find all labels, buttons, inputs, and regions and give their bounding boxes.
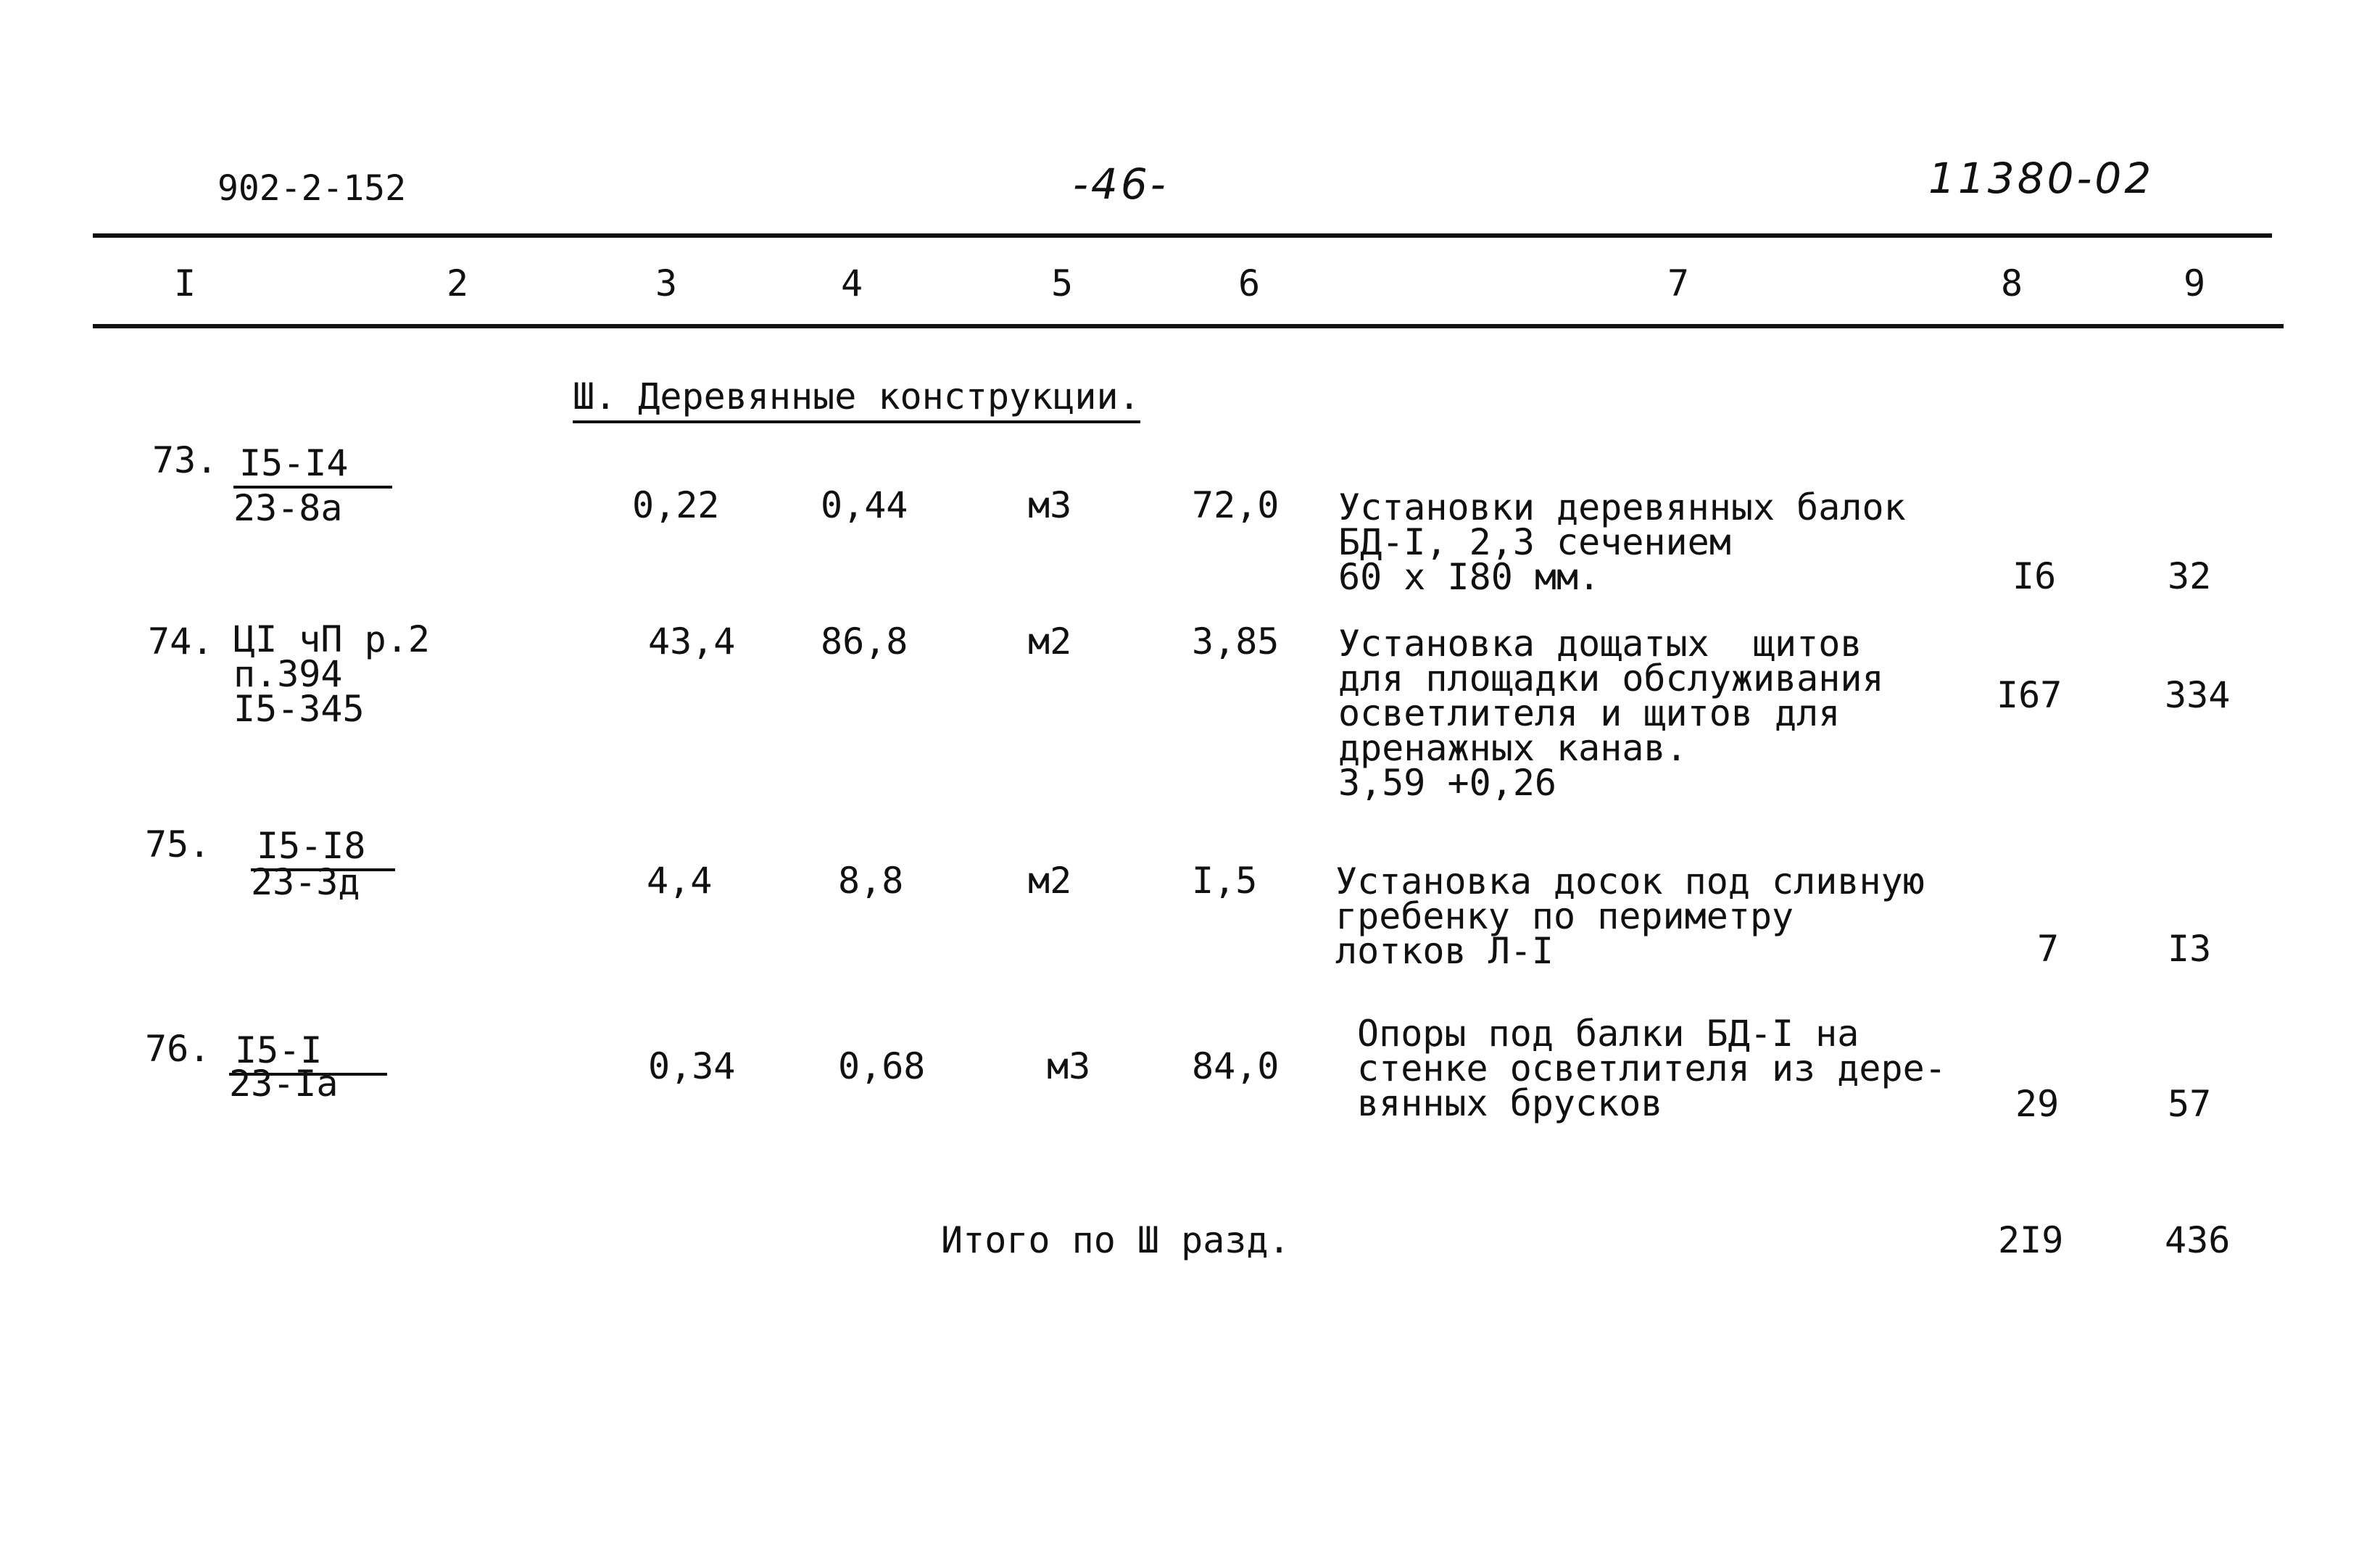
description-line: 3,59 +0,26 <box>1338 762 1557 804</box>
description-line: для площадки обслуживания <box>1338 657 1884 699</box>
row-number: 75. <box>145 823 211 865</box>
total-quantity-cell: 0,44 <box>821 484 908 526</box>
column-number-6: 6 <box>1238 262 1261 304</box>
total-cost-cell: 32 <box>2168 555 2212 597</box>
column-number-4: 4 <box>841 262 863 304</box>
norm-code-numerator: I5-I4 <box>233 442 392 489</box>
total-cost-sum: 2I9 <box>1998 1219 2064 1261</box>
norm-code-line: ЦI чП р.2 <box>233 618 430 660</box>
cost-cell: 7 <box>2037 928 2060 970</box>
description-line: вянных брусков <box>1357 1082 1663 1124</box>
row-number: 76. <box>145 1028 211 1070</box>
total-quantity-cell: 86,8 <box>821 620 908 663</box>
page-number: -46- <box>1073 159 1169 209</box>
unit-cell: м3 <box>1028 484 1072 526</box>
column-number-3: 3 <box>655 262 678 304</box>
description-line: 60 х I80 мм. <box>1338 556 1601 598</box>
description-cell <box>1338 486 1906 598</box>
norm-code-denominator: 23-8а <box>233 487 343 529</box>
total-label: Итого по Ш разд. <box>941 1219 1290 1261</box>
section-title: Ш. Деревянные конструкции. <box>573 375 1140 423</box>
unit-price-cell: 84,0 <box>1192 1045 1280 1087</box>
cost-cell: I6 <box>2012 555 2057 597</box>
description-cell <box>1357 1013 1946 1124</box>
inventory-number: 11380-02 <box>1928 154 2155 203</box>
description-line: осветлителя и щитов для <box>1338 692 1841 734</box>
column-number-1: I <box>174 262 196 304</box>
description-line: Установка досок под сливную <box>1335 860 1925 902</box>
column-number-9: 9 <box>2184 262 2206 304</box>
quantity-cell: 0,34 <box>648 1045 736 1087</box>
unit-price-cell: 3,85 <box>1192 620 1280 663</box>
unit-cell: м3 <box>1047 1045 1091 1087</box>
description-line: Установки деревянных балок <box>1338 486 1906 528</box>
description-line: дренажных канав. <box>1338 727 1688 769</box>
total-cost-cell: I3 <box>2168 928 2212 970</box>
column-number-8: 8 <box>2001 262 2023 304</box>
row-number: 74. <box>148 620 214 663</box>
column-number-5: 5 <box>1051 262 1074 304</box>
norm-code-denominator: 23-Iа <box>229 1063 339 1105</box>
header-top-rule <box>93 233 2272 238</box>
total-quantity-cell: 8,8 <box>838 860 904 902</box>
total-cost-cell: 334 <box>2165 674 2231 716</box>
norm-code-numerator: I5-I <box>229 1029 387 1076</box>
norm-code-numerator: I5-I8 <box>251 825 395 871</box>
column-number-7: 7 <box>1667 262 1690 304</box>
total-grand-sum: 436 <box>2165 1219 2231 1261</box>
description-line: стенке осветлителя из дере- <box>1357 1047 1946 1089</box>
unit-price-cell: I,5 <box>1192 860 1258 902</box>
description-cell <box>1335 860 1925 972</box>
norm-code-line: I5-345 <box>233 688 365 730</box>
document-code: 902-2-152 <box>217 168 407 209</box>
unit-price-cell: 72,0 <box>1192 484 1280 526</box>
header-bottom-rule <box>93 324 2284 328</box>
cost-cell: I67 <box>1997 674 2062 716</box>
quantity-cell: 4,4 <box>647 860 713 902</box>
description-line: гребенку по периметру <box>1335 895 1794 937</box>
description-line: Опоры под балки БД-I на <box>1357 1013 1859 1055</box>
total-cost-cell: 57 <box>2168 1083 2212 1125</box>
quantity-cell: 0,22 <box>632 484 720 526</box>
cost-cell: 29 <box>2015 1083 2060 1125</box>
unit-cell: м2 <box>1028 620 1072 663</box>
norm-code-line: п.394 <box>233 653 343 695</box>
norm-code <box>233 618 430 730</box>
column-number-2: 2 <box>447 262 469 304</box>
unit-cell: м2 <box>1028 860 1072 902</box>
quantity-cell: 43,4 <box>648 620 736 663</box>
norm-code-denominator: 23-3д <box>251 861 360 903</box>
description-line: Установка дощатых щитов <box>1338 623 1862 665</box>
description-line: лотков Л-I <box>1335 930 1554 972</box>
total-quantity-cell: 0,68 <box>838 1045 926 1087</box>
description-cell <box>1338 623 1884 804</box>
row-number: 73. <box>152 439 218 481</box>
description-line: БД-I, 2,3 сечением <box>1338 521 1731 563</box>
